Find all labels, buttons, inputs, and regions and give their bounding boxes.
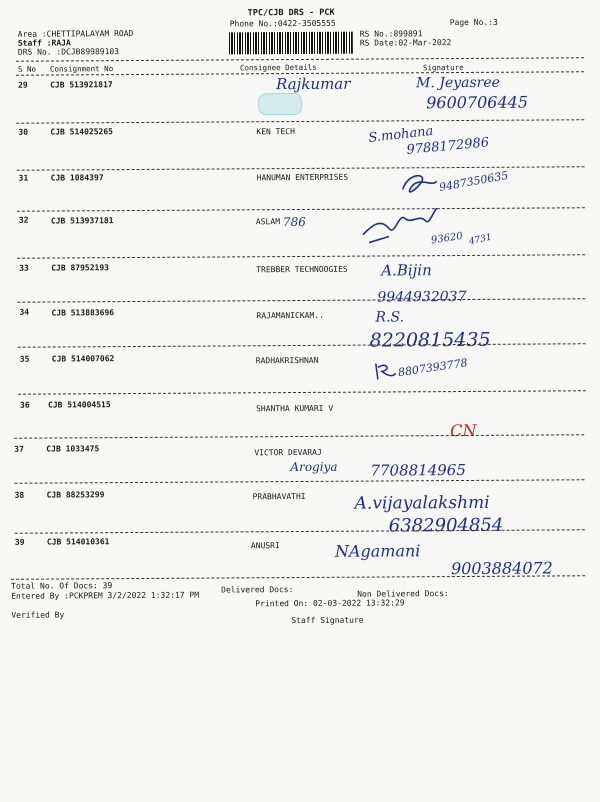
row-consignment: CJB 513921817 xyxy=(50,80,113,90)
rs-date: RS Date:02-Mar-2022 xyxy=(359,38,452,48)
handwritten-phone: 93620 xyxy=(430,230,464,247)
row-sno: 36 xyxy=(19,400,30,410)
row-sno: 33 xyxy=(19,263,29,273)
row-consignee: VICTOR DEVARAJ xyxy=(254,447,322,458)
handwritten-phone: 6382904854 xyxy=(388,514,504,537)
row-consignment: CJB 87952193 xyxy=(51,263,110,273)
row-sno: 35 xyxy=(19,354,30,364)
handwritten-consignee: Rajkumar xyxy=(276,74,351,94)
area-label: Area :CHETTIPALAYAM ROAD xyxy=(17,29,134,39)
drs-number: DRS No. :DCJB89989103 xyxy=(17,47,120,57)
signature-scribble xyxy=(372,359,400,383)
row-sno: 38 xyxy=(14,490,25,500)
row-consignment: CJB 88253299 xyxy=(46,490,105,500)
signature-scribble xyxy=(359,204,439,249)
row-consignment: CJB 513937181 xyxy=(50,216,114,226)
divider xyxy=(16,57,584,61)
row-sno: 32 xyxy=(18,215,29,225)
staff-label: Staff :RAJA xyxy=(17,38,71,48)
handwritten-signature: NAgamani xyxy=(334,541,421,561)
handwritten-signature: R.S. xyxy=(375,309,405,326)
handwritten-signature: S.mohana xyxy=(367,123,434,146)
page-number: Page No.:3 xyxy=(449,17,498,28)
row-consignee: TREBBER TECHNOOGIES xyxy=(256,264,348,275)
row-sno: 37 xyxy=(14,444,24,454)
handwritten-phone: 9788172986 xyxy=(405,135,490,158)
handwritten-signature: M. Jeyasree xyxy=(416,74,500,92)
row-divider xyxy=(15,479,585,483)
row-consignee: ASLAM xyxy=(255,217,281,227)
handwritten-phone: 9003884072 xyxy=(450,558,553,579)
row-sno: 30 xyxy=(18,127,29,137)
handwritten-phone: 9487350635 xyxy=(438,168,510,195)
signature-scribble xyxy=(399,169,439,199)
row-consignee: RAJAMANICKAM.. xyxy=(256,310,324,321)
col-header-signature: Signature xyxy=(422,62,464,73)
row-consignment: CJB 1033475 xyxy=(46,444,100,454)
handwritten-cn-mark: CN xyxy=(450,420,477,441)
handwritten-phone: 8220815435 xyxy=(369,328,491,352)
verified-by: Verified By xyxy=(11,610,65,620)
row-sno: 29 xyxy=(18,80,28,90)
row-sno: 31 xyxy=(18,173,29,183)
row-divider xyxy=(17,254,585,258)
handwritten-phone: 9944932037 xyxy=(377,288,467,306)
row-divider xyxy=(17,298,585,302)
col-header-consignment: Consignment No xyxy=(49,64,114,74)
row-consignment: CJB 514007062 xyxy=(51,354,115,364)
row-consignee: HANUMAN ENTERPRISES xyxy=(256,172,349,183)
stamp-mark xyxy=(258,93,302,115)
handwritten-phone-end: 4731 xyxy=(468,232,493,248)
row-consignee: PRABHAVATHI xyxy=(252,491,306,502)
barcode xyxy=(229,32,353,55)
staff-signature-label: Staff Signature xyxy=(291,615,364,626)
phone-number: Phone No.:0422-3505555 xyxy=(229,18,336,29)
row-consignee: RADHAKRISHNAN xyxy=(255,355,319,366)
handwritten-consignee: 786 xyxy=(282,214,306,230)
row-consignment: CJB 513883696 xyxy=(51,308,115,318)
row-sno: 39 xyxy=(14,537,25,547)
col-header-consignee: Consignee Details xyxy=(239,62,317,73)
handwritten-phone: 7708814965 xyxy=(370,460,466,480)
row-consignment: CJB 514010361 xyxy=(46,537,110,547)
col-header-sno: S No xyxy=(17,64,37,74)
row-consignment: CJB 514004515 xyxy=(47,400,111,410)
row-consignment: CJB 514025265 xyxy=(50,127,114,137)
row-sno: 34 xyxy=(19,307,30,317)
row-divider xyxy=(18,343,586,347)
handwritten-consignee: Arogiya xyxy=(290,459,338,475)
row-consignment: CJB 1084397 xyxy=(50,173,104,183)
non-delivered-docs: Non Delivered Docs: xyxy=(357,589,449,599)
row-consignee: ANUSRI xyxy=(250,541,280,551)
handwritten-phone: 8807393778 xyxy=(397,356,469,380)
row-divider xyxy=(17,207,585,211)
row-consignee: SHANTHA KUMARI V xyxy=(256,403,334,414)
printed-on: Printed On: 02-03-2022 13:32:29 xyxy=(255,598,405,609)
sheet-title: TPC/CJB DRS - PCK xyxy=(247,7,335,19)
handwritten-phone: 9600706445 xyxy=(426,92,529,113)
delivered-docs: Delivered Docs: xyxy=(221,585,294,595)
row-divider xyxy=(14,434,584,438)
row-divider xyxy=(16,119,584,123)
rs-number: RS No.:899891 xyxy=(359,29,423,39)
row-divider xyxy=(18,390,586,394)
handwritten-signature: A.Bijin xyxy=(381,261,432,280)
total-docs: Total No. Of Docs: 39 xyxy=(11,581,113,591)
entered-by: Entered By :PCKPREM 3/2/2022 1:32:17 PM xyxy=(11,590,200,601)
row-consignee: KEN TECH xyxy=(256,127,295,137)
handwritten-signature: A.vijayalakshmi xyxy=(354,492,490,514)
